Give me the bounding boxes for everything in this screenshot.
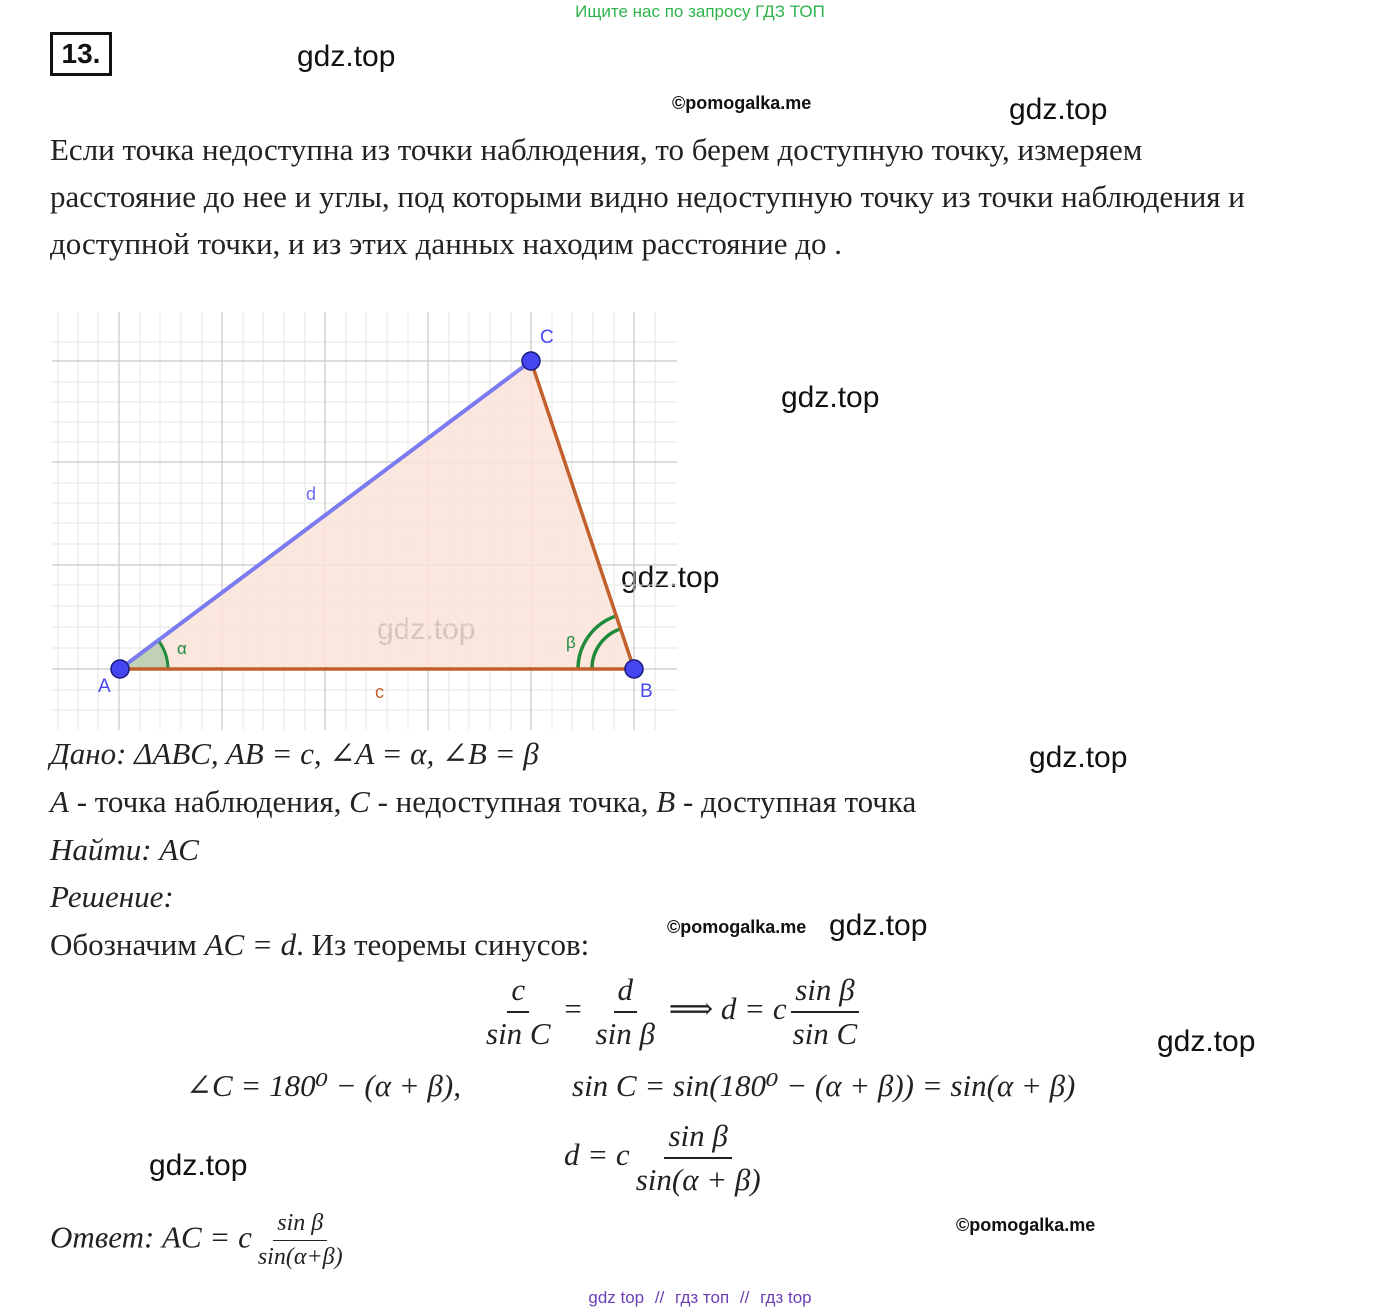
sin-c-formula: sin C = sin(180⁰ − (α + β)) = sin(α + β) (572, 1068, 1076, 1103)
numerator: c (507, 972, 529, 1013)
label-side-c: c (375, 682, 384, 702)
solution-intro-expr: AC = d (204, 927, 297, 962)
solution-intro (50, 927, 589, 963)
footer-link[interactable]: гдз top (760, 1288, 812, 1307)
point-a (111, 660, 129, 678)
watermark-site: gdz.top (1009, 93, 1108, 126)
numerator: d (614, 972, 638, 1013)
watermark-copyright: ©pomogalka.me (667, 917, 807, 937)
find-expr: : AC (141, 832, 199, 867)
watermark-site: gdz.top (621, 561, 720, 594)
numerator: sin β (791, 972, 858, 1013)
denominator: sin(α+β) (257, 1244, 343, 1270)
label-a: A (98, 676, 111, 697)
given-line (50, 736, 539, 772)
task-number: 13. (50, 32, 112, 76)
footer-link[interactable]: gdz top (588, 1288, 645, 1307)
top-banner[interactable]: Ищите нас по запросу ГДЗ ТОП (575, 2, 825, 21)
watermark-copyright: ©pomogalka.me (956, 1215, 1096, 1235)
equals-sign: = (564, 991, 582, 1027)
find-label: Найти (50, 832, 142, 867)
numerator: sin β (273, 1210, 327, 1241)
point-c-desc: - недоступная точка, (369, 784, 657, 819)
denominator: sin(α + β) (635, 1162, 761, 1197)
watermark-site: gdz.top (829, 909, 928, 942)
answer-fraction (254, 1210, 347, 1271)
watermark-site: gdz.top (781, 381, 880, 414)
sine-law-formula (480, 972, 863, 1052)
numerator: sin β (664, 1118, 731, 1159)
point-c (522, 352, 540, 370)
footer-link[interactable]: гдз топ (675, 1288, 730, 1307)
point-b-desc: - доступная точка (675, 784, 917, 819)
fraction-d-over-sinb (592, 972, 659, 1052)
d-formula (564, 1118, 767, 1198)
given-expr: : ΔABC, AB = c, ∠A = α, ∠B = β (116, 736, 539, 771)
label-side-d: d (306, 484, 317, 504)
footer-links (0, 1288, 1400, 1308)
watermark-site: gdz.top (1029, 741, 1128, 774)
watermark-site: gdz.top (1157, 1025, 1256, 1058)
label-beta: β (566, 633, 576, 652)
implies-d-equals-c: ⟹ d = c (668, 991, 787, 1027)
denominator: sin C (792, 1016, 858, 1051)
fraction-sinb-over-sinc (789, 972, 862, 1052)
intro-paragraph: Если точка недоступна из точки наблюдения, то берем доступную точку, измеряем расстояние до нее и углы, под которыми видно недоступную точку из точки наблюдения и доступной точки, и из этих данных находим расстояние до . (50, 132, 1245, 261)
label-b: B (640, 681, 653, 702)
angle-c-formula: ∠C = 180⁰ − (α + β), (186, 1068, 461, 1103)
watermark-site: gdz.top (149, 1149, 248, 1182)
point-a-desc: - точка наблюдения, (68, 784, 350, 819)
watermark-copyright: ©pomogalka.me (672, 93, 812, 113)
find-line (50, 832, 199, 868)
point-b (625, 660, 643, 678)
triangle-figure (52, 312, 682, 732)
footer-separator: // (739, 1288, 750, 1307)
footer-separator: // (654, 1288, 665, 1307)
point-b-name: B (656, 784, 676, 819)
given-roles-line (50, 784, 916, 820)
label-c: C (540, 327, 554, 348)
denominator: sin C (486, 1016, 551, 1051)
label-alpha: α (177, 639, 187, 658)
given-label: Дано (50, 736, 117, 771)
solution-intro-pre: Обозначим (50, 927, 205, 962)
answer-lhs: : AC = c (143, 1219, 252, 1255)
d-formula-lhs: d = c (564, 1137, 630, 1173)
solution-intro-post: . Из теоремы синусов: (296, 927, 590, 962)
answer-label: Ответ (50, 1219, 144, 1255)
triangle-fill (120, 361, 634, 669)
fraction-c-over-sinc (482, 972, 555, 1052)
point-a-name: A (50, 784, 69, 819)
solution-label: Решение: (50, 879, 174, 914)
watermark-site: gdz.top (297, 40, 396, 73)
fraction-sinb-over-sin-sum (632, 1118, 765, 1198)
denominator: sin β (595, 1016, 655, 1051)
point-c-name: C (349, 784, 370, 819)
answer-line (50, 1210, 349, 1271)
